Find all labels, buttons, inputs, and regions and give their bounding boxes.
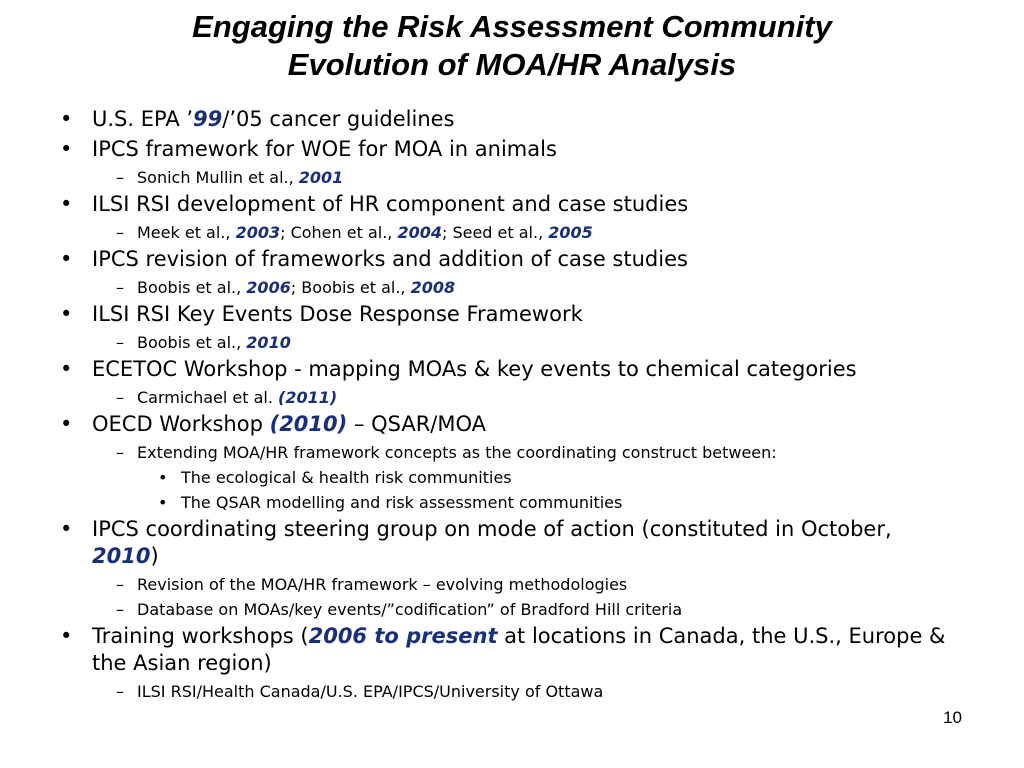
bullet-list	[60, 103, 960, 702]
year-highlight: 2010	[92, 544, 151, 568]
dash-icon: –	[116, 223, 124, 242]
sub-bullet-item: – Carmichael et al. (2011)	[116, 388, 338, 407]
sub-bullet-item: – Boobis et al., 2006; Boobis et al., 2008	[116, 278, 456, 297]
dash-icon: –	[116, 443, 124, 462]
dash-icon: –	[116, 575, 124, 594]
sub-bullet-item: – Revision of the MOA/HR framework – evolving methodologies	[116, 575, 628, 594]
sub-bullet-item: – Sonich Mullin et al., 2001	[116, 168, 344, 187]
year-highlight: 2003	[235, 223, 281, 242]
bullet-item: • IPCS coordinating steering group on mode of action (constituted in October, 2010)	[60, 517, 892, 568]
year-highlight: 2006 to present	[308, 624, 498, 648]
bullet-item: • ECETOC Workshop - mapping MOAs & key events to chemical categories	[60, 357, 857, 381]
bullet-icon: •	[60, 412, 73, 436]
dash-icon: –	[116, 600, 124, 619]
dash-icon: –	[116, 278, 124, 297]
year-highlight: 2001	[298, 168, 344, 187]
bullet-item: • IPCS revision of frameworks and addition of case studies	[60, 247, 688, 271]
bullet-icon: •	[60, 517, 73, 541]
bullet-item: • U.S. EPA ’99/’05 cancer guidelines	[60, 107, 455, 131]
bullet-item: • ILSI RSI Key Events Dose Response Framework	[60, 302, 583, 326]
bullet-icon: •	[60, 302, 73, 326]
year-highlight: 2008	[410, 278, 456, 297]
sub-bullet-item: – ILSI RSI/Health Canada/U.S. EPA/IPCS/University of Ottawa	[116, 682, 604, 701]
dash-icon: –	[116, 333, 124, 352]
sub-bullet-item: – Database on MOAs/key events/”codification” of Bradford Hill criteria	[116, 600, 683, 619]
bullet-item: • IPCS framework for WOE for MOA in animals	[60, 137, 557, 161]
sub-bullet-item: – Boobis et al., 2010	[116, 333, 291, 352]
bullet-item: • Training workshops (2006 to present at locations in Canada, the U.S., Europe & the Asian region)	[60, 624, 946, 675]
bullet-icon: •	[60, 247, 73, 271]
year-highlight: 2010	[246, 333, 291, 352]
bullet-icon: •	[158, 468, 168, 487]
year-highlight: 2006	[246, 278, 291, 297]
dash-icon: –	[116, 388, 124, 407]
sub-sub-bullet-item: • The QSAR modelling and risk assessment communities	[158, 493, 623, 512]
bullet-icon: •	[60, 137, 73, 161]
bullet-icon: •	[60, 107, 73, 131]
sub-sub-bullet-item: • The ecological & health risk communities	[158, 468, 512, 487]
bullet-item: • ILSI RSI development of HR component and case studies	[60, 192, 689, 216]
bullet-item: • OECD Workshop (2010) – QSAR/MOA	[60, 412, 487, 436]
sub-bullet-item: – Extending MOA/HR framework concepts as the coordinating construct between:	[116, 443, 777, 462]
dash-icon: –	[116, 168, 124, 187]
bullet-icon: •	[158, 493, 168, 512]
page-number: 10	[943, 708, 962, 727]
bullet-icon: •	[60, 192, 73, 216]
year-highlight: 99	[193, 107, 223, 131]
slide-title	[0, 8, 1024, 84]
dash-icon: –	[116, 682, 124, 701]
bullet-icon: •	[60, 357, 73, 381]
year-highlight: (2011)	[278, 388, 338, 407]
sub-bullet-item: – Meek et al., 2003; Cohen et al., 2004; Seed et al., 2005	[116, 223, 593, 242]
year-highlight: (2010)	[269, 412, 348, 436]
title-line-1: Engaging the Risk Assessment Community	[192, 9, 832, 44]
bullet-icon: •	[60, 624, 73, 648]
year-highlight: 2004	[397, 223, 442, 242]
title-line-2: Evolution of MOA/HR Analysis	[287, 47, 737, 82]
year-highlight: 2005	[548, 223, 593, 242]
